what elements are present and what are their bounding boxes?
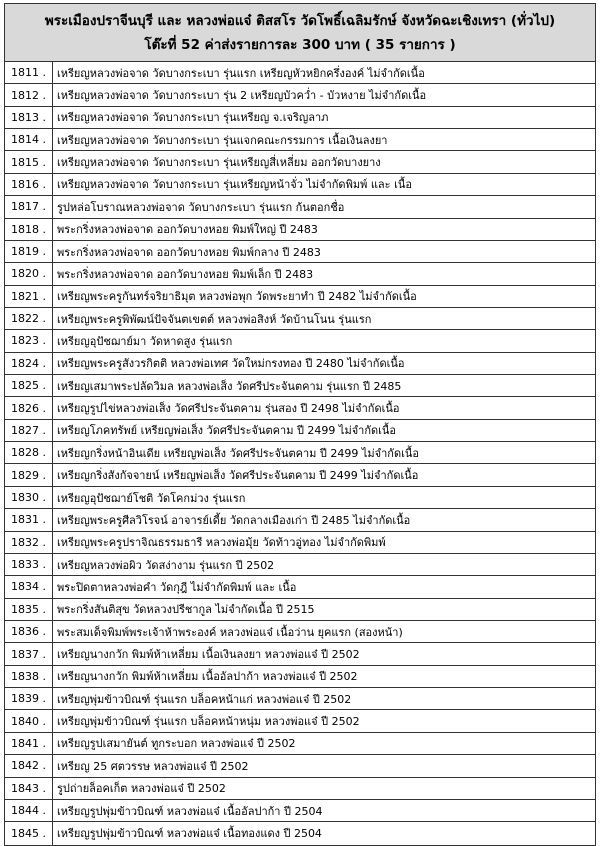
table-row [5, 151, 595, 173]
item-description: เหรียญกริ่งสังกัจจายน์ เหรียญพ่อเส็ง วัดศรีประจันตคาม ปี 2499 ไม่จำกัดเนื้อ [57, 469, 419, 483]
table-row [5, 733, 595, 755]
table-row [5, 509, 595, 531]
table-row [5, 263, 595, 285]
item-number: 1833 . [5, 554, 53, 575]
item-description: เหรียญรูปเสมายันต์ ทูกระบอก หลวงพ่อแจ๋ ปี 2502 [57, 737, 296, 751]
item-number: 1818 . [5, 219, 53, 240]
table-row [5, 621, 595, 643]
item-number: 1831 . [5, 509, 53, 530]
item-description: เหรียญพระครูกันทร์จริยาธิมุต หลวงพ่อพุก วัดพระยาทำ ปี 2482 ไม่จำกัดเนื้อ [57, 290, 417, 304]
item-number: 1838 . [5, 666, 53, 687]
page-title: พระเมืองปราจีนบุรี และ หลวงพ่อแจ๋ ติสสโร วัดโพธิ์เฉลิมรักษ์ จังหวัดฉะเชิงเทรา (ทั่วไป) [44, 12, 556, 29]
item-description: เหรียญหลวงพ่อจาด วัดบางกระเบา รุ่นแจกคณะกรรมการ เนื้อเงินลงยา [57, 133, 388, 147]
table-row [5, 755, 595, 777]
item-number: 1842 . [5, 755, 53, 776]
table-row [5, 353, 595, 375]
item-number: 1815 . [5, 151, 53, 172]
item-description: เหรียญพุ่มข้าวบิณฑ์ รุ่นแรก บล็อคหน้าหนุ่ม หลวงพ่อแจ๋ ปี 2502 [57, 715, 360, 729]
item-number: 1811 . [5, 62, 53, 83]
table-row [5, 286, 595, 308]
table-row [5, 84, 595, 106]
item-description: เหรียญรูปพุ่มข้าวบิณฑ์ หลวงพ่อแจ๋ เนื้ออัลปาก้า ปี 2504 [57, 804, 323, 818]
table-row [5, 129, 595, 151]
table-row [5, 688, 595, 710]
item-description: เหรียญพุ่มข้าวบิณฑ์ รุ่นแรก บล็อคหน้าแก่ หลวงพ่อแจ๋ ปี 2502 [57, 692, 352, 706]
table-row [5, 599, 595, 621]
table-row [5, 219, 595, 241]
item-number: 1839 . [5, 688, 53, 709]
item-description: พระปิดตาหลวงพ่อคำ วัดกุฎี ไม่จำกัดพิมพ์ และ เนื้อ [57, 580, 297, 594]
item-number: 1822 . [5, 308, 53, 329]
item-number: 1813 . [5, 107, 53, 128]
item-description: เหรียญพระครูพิพัฒน์ปัจจันตเขตต์ หลวงพ่อสิงห์ วัดบ้านโนน รุ่นแรก [57, 312, 372, 326]
item-description: รูปถ่ายล็อคเก็ต หลวงพ่อแจ๋ ปี 2502 [57, 782, 226, 796]
table-body [5, 62, 595, 845]
table-row [5, 800, 595, 822]
item-number: 1827 . [5, 420, 53, 441]
table-row [5, 330, 595, 352]
table-row [5, 778, 595, 800]
item-description: เหรียญหลวงพ่อจาด วัดบางกระเบา รุ่นแรก เหรียญหัวหยิกครึ่งองค์ ไม่จำกัดเนื้อ [57, 66, 425, 80]
item-number: 1844 . [5, 800, 53, 821]
item-number: 1820 . [5, 263, 53, 284]
item-description: เหรียญเสมาพระปลัดวิมล หลวงพ่อเส็ง วัดศรีประจันตคาม รุ่นแรก ปี 2485 [57, 379, 402, 393]
item-description: เหรียญอุปัชฌาย์มา วัดหาดสูง รุ่นแรก [57, 334, 233, 348]
item-description: พระกริ่งหลวงพ่อจาด ออกวัดบางหอย พิมพ์กลาง ปี 2483 [57, 245, 321, 259]
item-description: เหรียญโภคทรัพย์ เหรียญพ่อเส็ง วัดศรีประจันตคาม ปี 2499 ไม่จำกัดเนื้อ [57, 424, 397, 438]
item-description: เหรียญรูปพุ่มข้าวบิณฑ์ หลวงพ่อแจ๋ เนื้อทองแดง ปี 2504 [57, 827, 322, 841]
item-number: 1828 . [5, 442, 53, 463]
item-number: 1814 . [5, 129, 53, 150]
table-row [5, 420, 595, 442]
page-subtitle: โต๊ะที่ 52 ค่าส่งรายการละ 300 บาท ( 35 รายการ ) [144, 36, 456, 53]
item-number: 1840 . [5, 710, 53, 731]
item-number: 1816 . [5, 174, 53, 195]
table-row [5, 576, 595, 598]
item-number: 1819 . [5, 241, 53, 262]
item-description: พระสมเด็จพิมพ์พระเจ้าห้าพระองค์ หลวงพ่อแจ๋ เนื้อว่าน ยุคแรก (สองหน้า) [57, 625, 403, 639]
item-description: เหรียญนางกวัก พิมพ์ห้าเหลี่ยม เนื้อเงินลงยา หลวงพ่อแจ๋ ปี 2502 [57, 648, 360, 662]
table-row [5, 241, 595, 263]
item-description: รูปหล่อโบราณหลวงพ่อจาด วัดบางกระเบา รุ่นแรก ก้นตอกชื่อ [57, 200, 345, 214]
table-row [5, 554, 595, 576]
table-header [5, 4, 595, 62]
item-number: 1826 . [5, 397, 53, 418]
item-number: 1837 . [5, 643, 53, 664]
table-row [5, 196, 595, 218]
item-description: พระกริ่งสันติสุข วัดหลวงปรีชากูล ไม่จำกัดเนื้อ ปี 2515 [57, 603, 315, 617]
table-row [5, 442, 595, 464]
item-description: พระกริ่งหลวงพ่อจาด ออกวัดบางหอย พิมพ์เล็ก ปี 2483 [57, 267, 314, 281]
item-number: 1823 . [5, 330, 53, 351]
table-row [5, 375, 595, 397]
table-row [5, 174, 595, 196]
table-row [5, 822, 595, 844]
item-number: 1830 . [5, 487, 53, 508]
item-description: เหรียญพระครูสังวรกิตติ หลวงพ่อเทศ วัดใหม่กรงทอง ปี 2480 ไม่จำกัดเนื้อ [57, 357, 405, 371]
table-row [5, 308, 595, 330]
item-description: เหรียญหลวงพ่อจาด วัดบางกระเบา รุ่นเหรียญหน้าจั่ว ไม่จำกัดพิมพ์ และ เนื้อ [57, 178, 412, 192]
item-number: 1821 . [5, 286, 53, 307]
table-row [5, 532, 595, 554]
item-description: เหรียญพระครูศีลวิโรจน์ อาจารย์เดี้ย วัดกลางเมืองเก่า ปี 2485 ไม่จำกัดเนื้อ [57, 513, 411, 527]
table-row [5, 710, 595, 732]
item-description: เหรียญนางกวัก พิมพ์ห้าเหลี่ยม เนื้ออัลปาก้า หลวงพ่อแจ๋ ปี 2502 [57, 670, 358, 684]
item-number: 1824 . [5, 353, 53, 374]
table-row [5, 464, 595, 486]
item-number: 1836 . [5, 621, 53, 642]
table-row [5, 62, 595, 84]
table-row [5, 397, 595, 419]
item-number: 1812 . [5, 84, 53, 105]
item-description: เหรียญหลวงพ่อจาด วัดบางกระเบา รุ่นเหรียญ จ.เจริญลาภ [57, 111, 329, 125]
item-description: เหรียญ 25 ศตวรรษ หลวงพ่อแจ๋ ปี 2502 [57, 759, 249, 773]
item-description: เหรียญหลวงพ่อผิว วัดสง่างาม รุ่นแรก ปี 2502 [57, 558, 275, 572]
item-number: 1825 . [5, 375, 53, 396]
item-description: เหรียญหลวงพ่อจาด วัดบางกระเบา รุ่นเหรียญสี่เหลี่ยม ออกวัดบางยาง [57, 156, 381, 170]
item-description: เหรียญรูปไข่หลวงพ่อเส็ง วัดศรีประจันตคาม รุ่นสอง ปี 2498 ไม่จำกัดเนื้อ [57, 402, 400, 416]
table-row [5, 487, 595, 509]
table-row [5, 107, 595, 129]
item-description: เหรียญอุปัชฌาย์โชติ วัดโคกม่วง รุ่นแรก [57, 491, 246, 505]
auction-list-table [4, 3, 596, 846]
item-description: พระกริ่งหลวงพ่อจาด ออกวัดบางหอย พิมพ์ใหญ่ ปี 2483 [57, 223, 318, 237]
table-row [5, 666, 595, 688]
item-number: 1817 . [5, 196, 53, 217]
item-description: เหรียญหลวงพ่อจาด วัดบางกระเบา รุ่น 2 เหรียญบัวคว่ำ - บัวหงาย ไม่จำกัดเนื้อ [57, 89, 427, 103]
item-description: เหรียญกริ่งหน้าอินเดีย เหรียญพ่อเส็ง วัดศรีประจันตคาม ปี 2499 ไม่จำกัดเนื้อ [57, 446, 419, 460]
item-number: 1832 . [5, 532, 53, 553]
item-number: 1843 . [5, 778, 53, 799]
item-number: 1835 . [5, 599, 53, 620]
item-number: 1834 . [5, 576, 53, 597]
item-number: 1841 . [5, 733, 53, 754]
item-number: 1845 . [5, 822, 53, 844]
item-description: เหรียญพระครูปราจิณธรรมธารี หลวงพ่อมุ้ย วัดท้าวอู่ทอง ไม่จำกัดพิมพ์ [57, 536, 386, 550]
item-number: 1829 . [5, 464, 53, 485]
table-row [5, 643, 595, 665]
